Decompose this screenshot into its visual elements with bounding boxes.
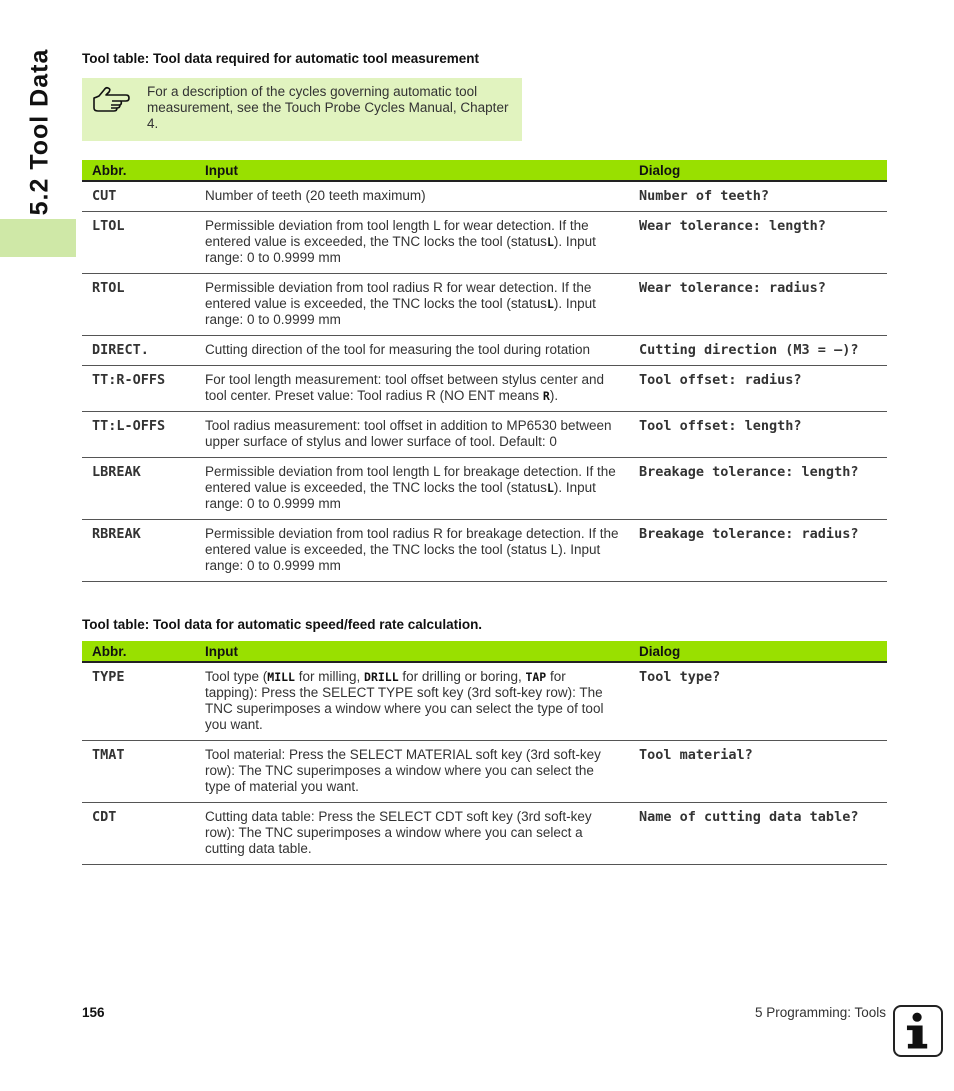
table-row [82, 520, 887, 582]
cell-input [195, 336, 629, 366]
input-text-fragment: Cutting direction of the tool for measuring the tool during rotation [205, 342, 590, 357]
info-glyph [895, 1007, 941, 1055]
cell-input [195, 212, 629, 274]
header-dialog: Dialog [629, 160, 887, 181]
cell-dialog: Breakage tolerance: radius? [629, 520, 887, 582]
input-text-fragment: Tool radius measurement: tool offset in addition to MP6530 between upper surface of stylus and lower surface of tool. Default: 0 [205, 418, 612, 449]
cell-input [195, 274, 629, 336]
pointing-hand-icon [92, 86, 130, 114]
cell-abbr: TT:L-OFFS [82, 412, 195, 458]
header-input: Input [195, 160, 629, 181]
table-header-row [82, 160, 887, 181]
input-text-fragment: Permissible deviation from tool radius R for breakage detection. If the entered value is exceeded, the TNC locks the tool (status L). Input range: 0 to 0.9999 mm [205, 526, 619, 573]
info-icon [893, 1005, 943, 1057]
cell-input [195, 366, 629, 412]
cell-input [195, 458, 629, 520]
cell-dialog: Wear tolerance: length? [629, 212, 887, 274]
cell-input [195, 662, 629, 741]
table-row [82, 336, 887, 366]
cell-dialog: Tool type? [629, 662, 887, 741]
input-text-fragment: Tool material: Press the SELECT MATERIAL soft key (3rd soft-key row): The TNC superimposes a window where you can select the type of material you want. [205, 747, 601, 794]
section1-heading: Tool table: Tool data required for automatic tool measurement [82, 51, 480, 66]
page-number: 156 [82, 1005, 105, 1020]
note-text: For a description of the cycles governing automatic tool measurement, see the Touch Probe Cycles Manual, Chapter 4. [147, 84, 509, 131]
note-box [82, 78, 522, 141]
cell-input [195, 803, 629, 865]
table-row [82, 803, 887, 865]
cell-abbr: TYPE [82, 662, 195, 741]
input-text-fragment: Number of teeth (20 teeth maximum) [205, 188, 426, 203]
input-text-fragment: Permissible deviation from tool radius R for wear detection. If the entered value is exceeded, the TNC locks the tool (status [205, 280, 592, 311]
header-abbr: Abbr. [82, 641, 195, 662]
cell-dialog: Tool material? [629, 741, 887, 803]
input-text-fragment: for milling, [294, 669, 365, 684]
input-text-fragment: for tapping): Press the SELECT TYPE soft key (3rd soft-key row): The TNC superimposes a window where you can select the type of tool you want. [205, 669, 604, 732]
input-text-fragment: Permissible deviation from tool length L for wear detection. If the entered value is exceeded, the TNC locks the tool (status [205, 218, 589, 249]
table-row [82, 212, 887, 274]
input-code-fragment: L [546, 235, 554, 249]
cell-abbr: CDT [82, 803, 195, 865]
cell-abbr: RTOL [82, 274, 195, 336]
cell-abbr: DIRECT. [82, 336, 195, 366]
cell-abbr: LTOL [82, 212, 195, 274]
cell-dialog: Tool offset: length? [629, 412, 887, 458]
table-row [82, 662, 887, 741]
table-row [82, 458, 887, 520]
tool-measurement-table [82, 160, 887, 582]
cell-input [195, 741, 629, 803]
cell-dialog: Number of teeth? [629, 181, 887, 212]
cell-abbr: CUT [82, 181, 195, 212]
cell-dialog: Tool offset: radius? [629, 366, 887, 412]
cell-dialog: Breakage tolerance: length? [629, 458, 887, 520]
header-dialog: Dialog [629, 641, 887, 662]
cell-abbr: LBREAK [82, 458, 195, 520]
input-text-fragment: ). Input range: 0 to 0.9999 mm [205, 296, 596, 327]
input-text-fragment: ). [549, 388, 559, 403]
table-row [82, 366, 887, 412]
input-text-fragment: For tool length measurement: tool offset between stylus center and tool center. Preset value: Tool radius R (NO ENT means [205, 372, 604, 403]
table-row [82, 181, 887, 212]
input-code-fragment: MILL [267, 670, 295, 684]
chapter-footer: 5 Programming: Tools [754, 1005, 886, 1020]
speed-feed-table [82, 641, 887, 865]
table-row [82, 412, 887, 458]
chapter-side-title-text: 5.2 Tool Data [25, 48, 54, 216]
input-text-fragment: ). Input range: 0 to 0.9999 mm [205, 480, 596, 511]
input-code-fragment: DRILL [364, 670, 399, 684]
input-text-fragment: Cutting data table: Press the SELECT CDT soft key (3rd soft-key row): The TNC superimposes a window where you can select a cutting data table. [205, 809, 592, 856]
table-row [82, 741, 887, 803]
table-header-row [82, 641, 887, 662]
section2-heading: Tool table: Tool data for automatic speed/feed rate calculation. [82, 617, 483, 632]
header-input: Input [195, 641, 629, 662]
cell-abbr: TT:R-OFFS [82, 366, 195, 412]
cell-abbr: TMAT [82, 741, 195, 803]
input-code-fragment: L [546, 481, 554, 495]
input-code-fragment: TAP [525, 670, 547, 684]
cell-abbr: RBREAK [82, 520, 195, 582]
cell-dialog: Wear tolerance: radius? [629, 274, 887, 336]
input-code-fragment: R [542, 389, 550, 403]
cell-input [195, 181, 629, 212]
header-abbr: Abbr. [82, 160, 195, 181]
input-text-fragment: Permissible deviation from tool length L for breakage detection. If the entered value is exceeded, the TNC locks the tool (status [205, 464, 616, 495]
input-text-fragment: for drilling or boring, [398, 669, 526, 684]
chapter-tab-marker [0, 219, 76, 257]
cell-input [195, 412, 629, 458]
cell-input [195, 520, 629, 582]
table-row [82, 274, 887, 336]
chapter-side-title [14, 42, 66, 222]
cell-dialog: Name of cutting data table? [629, 803, 887, 865]
input-text-fragment: Tool type ( [205, 669, 268, 684]
cell-dialog: Cutting direction (M3 = –)? [629, 336, 887, 366]
input-text-fragment: ). Input range: 0 to 0.9999 mm [205, 234, 596, 265]
input-code-fragment: L [546, 297, 554, 311]
